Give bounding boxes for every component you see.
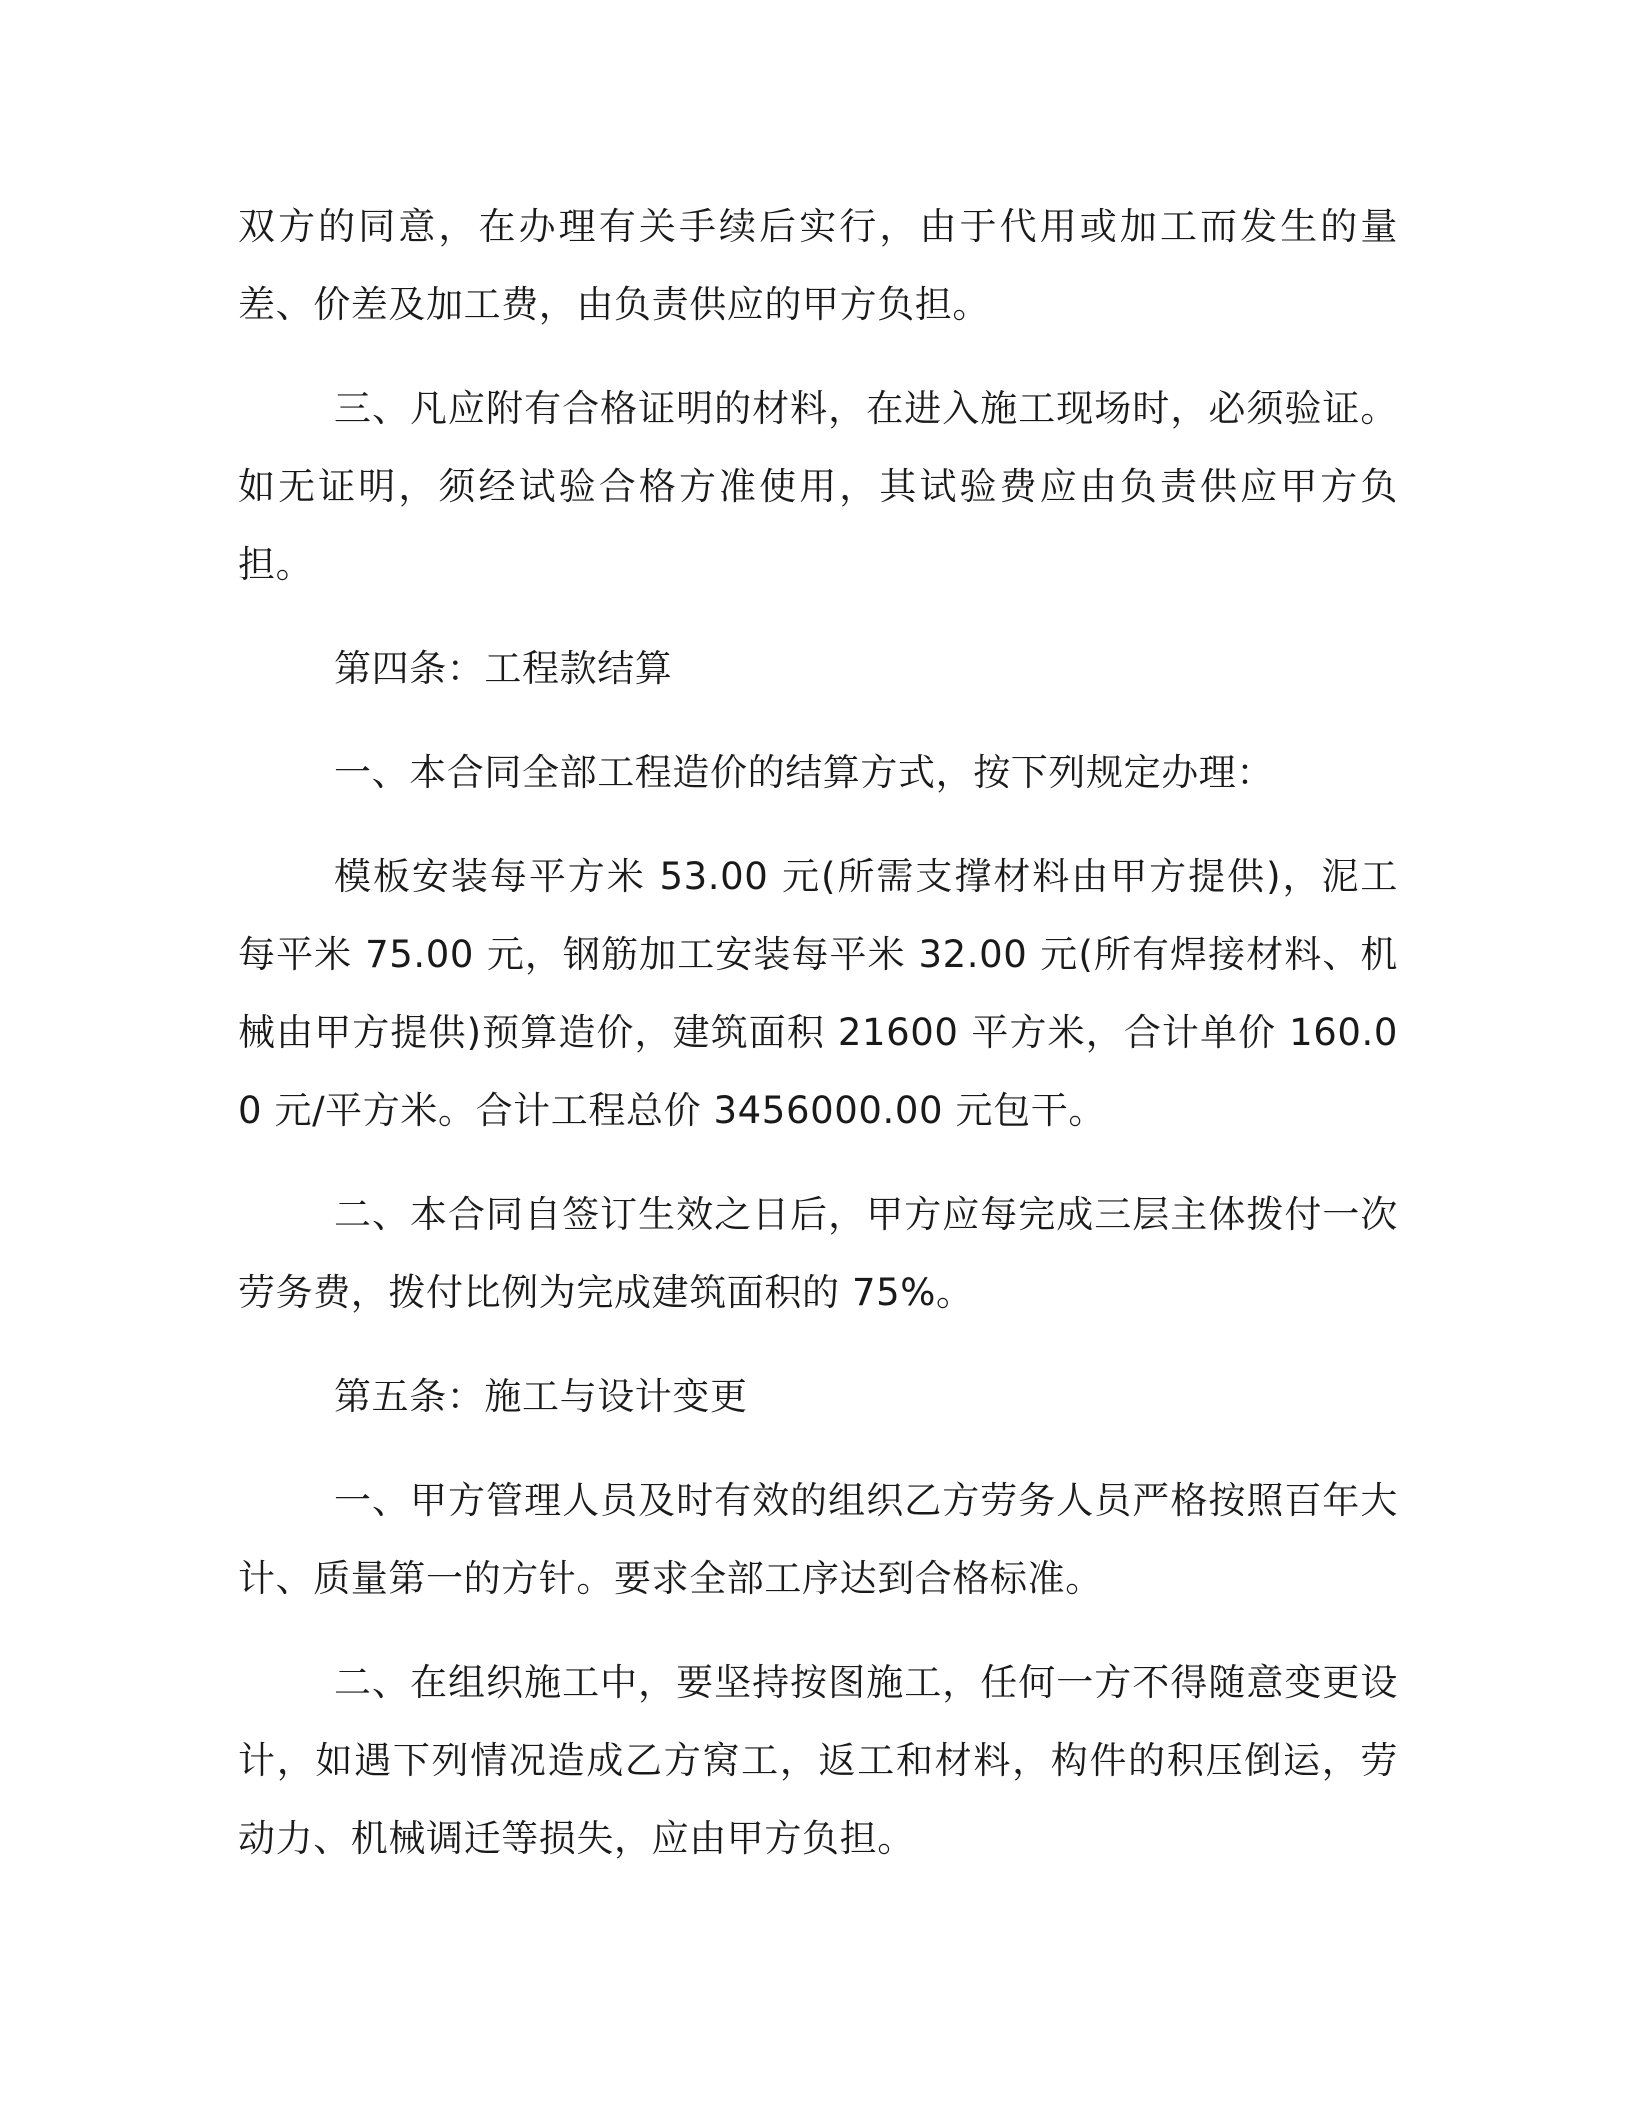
paragraph-article-5-clause-1: 一、甲方管理人员及时有效的组织乙方劳务人员严格按照百年大计、质量第一的方针。要求全部工序达到合格标准。	[238, 1479, 1398, 1600]
article-4-heading: 第四条：工程款结算	[334, 647, 673, 690]
paragraph-clause-3: 三、凡应附有合格证明的材料，在进入施工现场时，必须验证。如无证明，须经试验合格方准使用，其试验费应由负责供应甲方负担。	[238, 387, 1398, 586]
article-5-heading: 第五条：施工与设计变更	[334, 1375, 748, 1418]
document-page	[238, 188, 1398, 1878]
paragraph-article-4-clause-2: 二、本合同自签订生效之日后，甲方应每完成三层主体拨付一次劳务费，拨付比例为完成建筑面积的 75%。	[238, 1193, 1398, 1314]
paragraph-article-5-clause-2: 二、在组织施工中，要坚持按图施工，任何一方不得随意变更设计，如遇下列情况造成乙方窝工，返工和材料，构件的积压倒运，劳动力、机械调迁等损失，应由甲方负担。	[238, 1661, 1398, 1860]
paragraph-pricing-details: 模板安装每平方米 53.00 元(所需支撑材料由甲方提供)，泥工每平米 75.00 元，钢筋加工安装每平米 32.00 元(所有焊接材料、机械由甲方提供)预算造价，建筑面积 21600 平方米，合计单价 160.00 元/平方米。合计工程总价 3456000.00 元包干。	[238, 855, 1398, 1132]
paragraph-article-4-clause-1: 一、本合同全部工程造价的结算方式，按下列规定办理：	[334, 751, 1274, 794]
paragraph-continuation: 双方的同意，在办理有关手续后实行，由于代用或加工而发生的量差、价差及加工费，由负责供应的甲方负担。	[238, 205, 1398, 326]
